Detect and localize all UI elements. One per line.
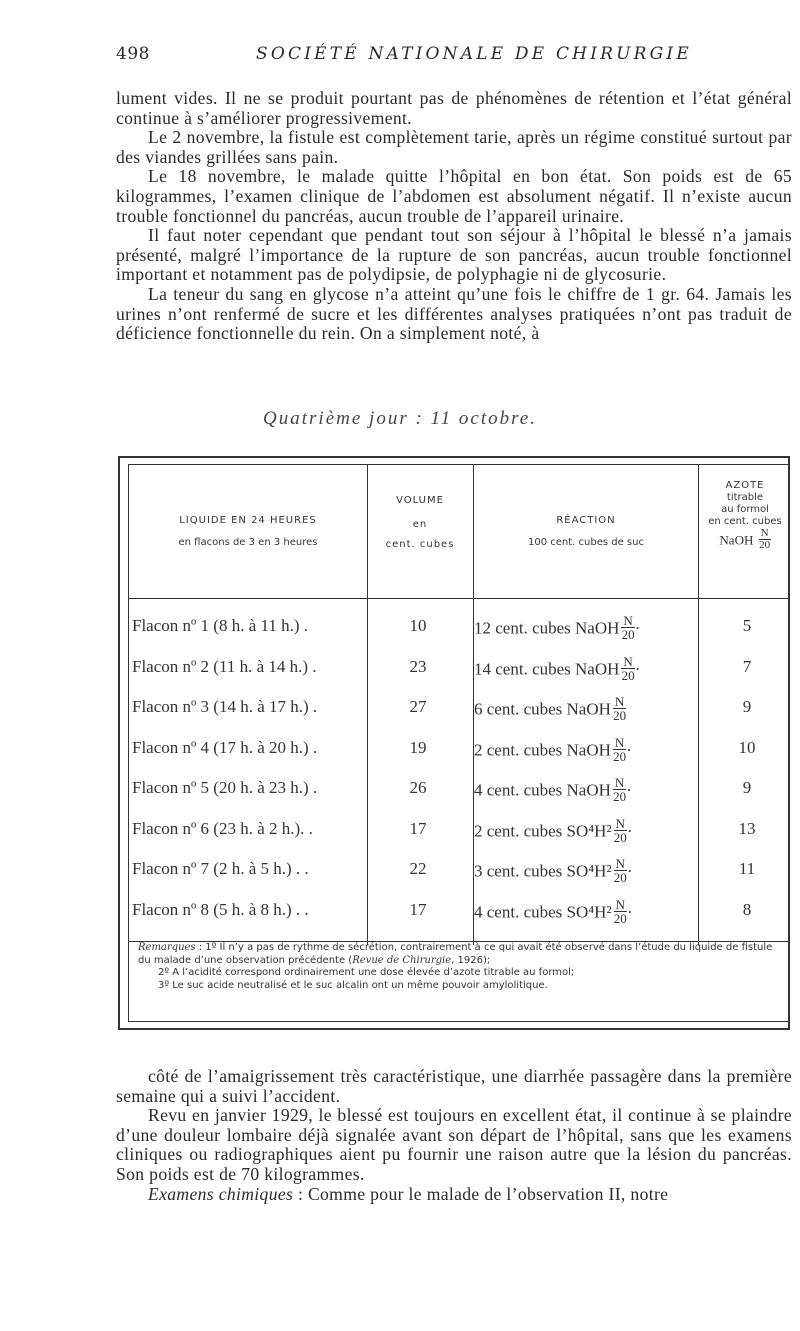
paragraph: Revu en janvier 1929, le blessé est toujours en excellent état, il continue à se plaindre d’une douleur lombaire déjà signalée avant son départ de l’hôpital, sans que les examens cliniques ou radiographiques aient pu fournir une raison autre que la lésion du pancréas. Son poids est de 70 kilogrammes. (116, 1105, 792, 1184)
fraction: $\frac{N}{20}$ (613, 896, 627, 926)
fraction: $\frac{N}{20}$ (613, 815, 627, 845)
col-header-volume: VOLUME en cent. cubes (385, 495, 455, 550)
volume-cell: 26 (409, 778, 427, 797)
volume-cell: 10 (409, 616, 427, 635)
table-remarks: Remarques : 1º Il n’y a pas de rythme de sécrétion, contrairement à ce qui avait été observé dans l’étude du liquide de fistule du malade d’une observation précédente (Revue de Chirurgie, 1926); 2º A l’acidité correspond ordinairement une dose élevée d’azote titrable au formol; 3º Le suc acide neutralisé et le suc alcalin ont un même pouvoir amylolitique. (138, 942, 773, 991)
azote-cell: 9 (742, 778, 752, 797)
data-table (118, 456, 790, 1030)
volume-cell: 27 (409, 697, 427, 716)
table-row (128, 851, 788, 891)
paragraph: Le 18 novembre, le malade quitte l’hôpital en bon état. Son poids est de 65 kilogrammes, l’examen clinique de l’abdomen est absolument négatif. Il n’existe aucun trouble fonctionnel du pancréas, aucun trouble de l’appareil urinaire. (116, 166, 792, 226)
paragraph: Il faut noter cependant que pendant tout son séjour à l’hôpital le blessé n’a jamais présenté, malgré l’importance de la rupture de son pancréas, aucun trouble fonctionnel important et notamment pas de polydipsie, de polyphagie ni de glycosurie. (116, 225, 792, 285)
table-row (128, 608, 788, 648)
remarks-label: Remarques (138, 942, 196, 953)
reaction-cell: 14 cent. cubes NaOH $\frac{N}{20}$ · (474, 653, 641, 683)
volume-cell: 19 (409, 737, 427, 757)
azote-cell: 5 (742, 616, 752, 635)
journal-title: SOCIÉTÉ NATIONALE DE CHIRURGIE (256, 44, 692, 64)
paragraph: Examens chimiques : Comme pour le malade de l’observation II, notre (148, 1183, 669, 1204)
reaction-cell: 3 cent. cubes SO⁴H² $\frac{N}{20}$ · (474, 856, 633, 885)
azote-cell: 9 (742, 697, 752, 716)
italic-lead: Examens chimiques (148, 1183, 294, 1204)
table-row (128, 730, 788, 770)
flacon-cell: Flacon nº 7 (2 h. à 5 h.) . . (132, 859, 309, 878)
flacon-cell: Flacon nº 2 (11 h. à 14 h.) . (132, 656, 317, 676)
flacon-cell: Flacon nº 8 (5 h. à 8 h.) . . (132, 899, 309, 919)
fraction: $\frac{N}{20}$ (621, 613, 635, 642)
table-row (128, 770, 788, 810)
page-number: 498 (116, 44, 150, 64)
azote-cell: 10 (738, 737, 756, 757)
azote-cell: 13 (738, 818, 756, 838)
fraction: $\frac{N}{20}$ (613, 694, 627, 723)
azote-cell: 7 (742, 656, 752, 676)
flacon-cell: Flacon nº 4 (17 h. à 20 h.) . (132, 737, 318, 757)
reaction-cell: 2 cent. cubes NaOH $\frac{N}{20}$ · (474, 734, 632, 764)
fraction: $\frac{N}{20}$ (613, 775, 627, 804)
journal-reference: Revue de Chirurgie (352, 954, 452, 966)
header-rule (128, 598, 788, 599)
volume-cell: 17 (409, 818, 427, 838)
fraction: $\frac{N}{20}$ (621, 653, 635, 683)
col-header-reaction: RÉACTION 100 cent. cubes de suc (528, 515, 644, 548)
flacon-cell: Flacon nº 5 (20 h. à 23 h.) . (132, 778, 318, 797)
paragraph: lument vides. Il ne se produit pourtant pas de phénomènes de rétention et l’état général continue à s’améliorer progressivement. (116, 88, 792, 128)
section-title: Quatrième jour : 11 octobre. (263, 408, 537, 429)
col-header-azote: AZOTE titrable au formol en cent. cubes NaOH $\frac{N}{20}$ (708, 480, 782, 551)
table-row (128, 892, 788, 932)
flacon-cell: Flacon nº 6 (23 h. à 2 h.). . (132, 818, 313, 838)
paragraph: Le 2 novembre, la fistule est complètement tarie, après un régime constitué surtout par des viandes grillées sans pain. (116, 127, 792, 167)
table-row (128, 811, 788, 851)
reaction-cell: 4 cent. cubes SO⁴H² $\frac{N}{20}$ · (474, 896, 633, 926)
volume-cell: 22 (409, 859, 427, 878)
flacon-cell: Flacon nº 3 (14 h. à 17 h.) . (132, 697, 318, 716)
reaction-cell: 4 cent. cubes NaOH $\frac{N}{20}$ · (474, 775, 632, 804)
table-row (128, 689, 788, 729)
lower-text-block (116, 1067, 792, 1204)
col-header-liquide: LIQUIDE EN 24 HEURES en flacons de 3 en 3 heures (178, 515, 318, 548)
fraction: $\frac{N}{20}$ (613, 734, 627, 764)
fraction: $\frac{N}{20}$ (759, 527, 771, 551)
paragraph: côté de l’amaigrissement très caractéristique, une diarrhée passagère dans la première semaine qui a suivi l’accident. (116, 1066, 792, 1106)
azote-cell: 8 (742, 899, 752, 919)
upper-text-block (116, 89, 792, 344)
fraction: $\frac{N}{20}$ (613, 856, 627, 885)
volume-cell: 17 (409, 899, 427, 919)
paragraph: La teneur du sang en glycose n’a atteint qu’une fois le chiffre de 1 gr. 64. Jamais les urines n’ont renfermé de sucre et les différentes analyses pratiquées n’ont pas traduit de déficience fonctionnelle du rein. On a simplement noté, à (116, 283, 792, 344)
reaction-cell: 2 cent. cubes SO⁴H² $\frac{N}{20}$ · (474, 815, 633, 845)
azote-cell: 11 (738, 859, 756, 878)
running-header (116, 44, 786, 68)
table-row (128, 649, 788, 689)
flacon-cell: Flacon nº 1 (8 h. à 11 h.) . (132, 616, 309, 635)
reaction-cell: 12 cent. cubes NaOH $\frac{N}{20}$ · (474, 613, 641, 642)
volume-cell: 23 (409, 656, 427, 676)
reaction-cell: 6 cent. cubes NaOH $\frac{N}{20}$ (474, 694, 627, 723)
